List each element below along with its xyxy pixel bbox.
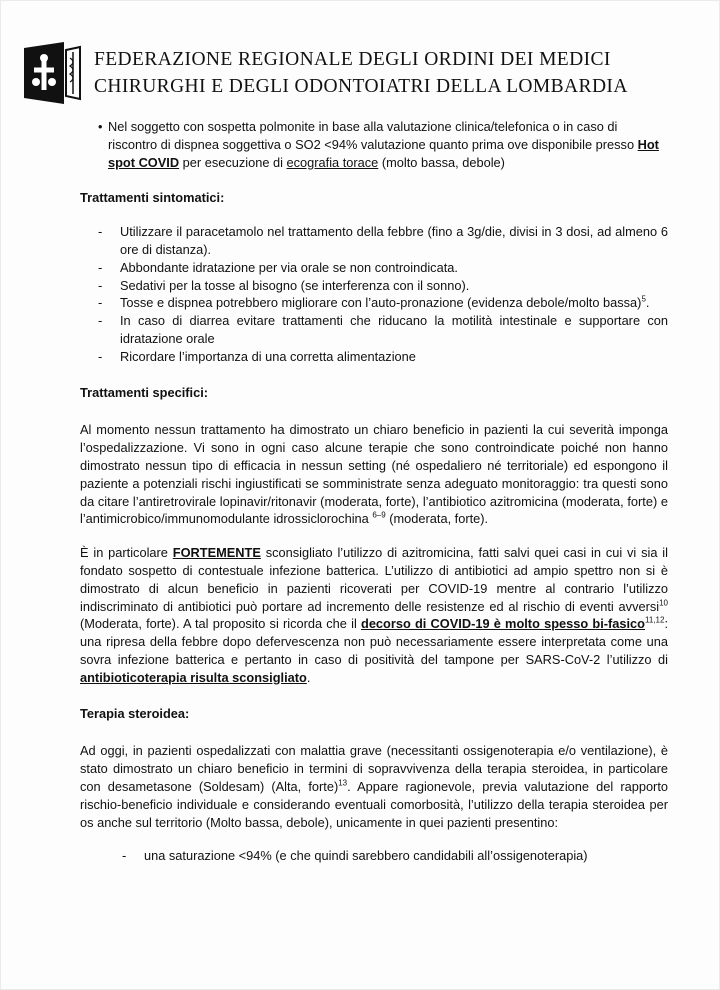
specifici-paragraph-1: Al momento nessun trattamento ha dimostrato un chiaro beneficio in pazienti la cui severità imponga l’ospedalizzazione. Vi sono in ogni caso alcune terapie che sono controindicate poiché non hanno dimostrato nessun tipo di efficacia in nessun setting (né ospedaliero né territoriale) ed espongono il paziente a potenziali rischi ingiustificati se somministrate senza adeguato monitoraggio: tra questi sono da citare l’antiretrovirale lopinavir/ritonavir (moderata, forte), l’antibiotico azitromicina (moderata, forte) e l’antimicrobico/immunomodulante idrossiclorochina $^{6-9}$ (moderata, forte).: [80, 422, 668, 527]
org-line-1: FEDERAZIONE REGIONALE DEGLI ORDINI DEI MEDICI: [94, 49, 611, 70]
list-item: - Abbondante idratazione per via orale se non controindicata.: [98, 259, 458, 275]
intro-text: per esecuzione di: [179, 154, 287, 170]
document-body: [80, 118, 668, 865]
steroidea-list-item: - una saturazione <94% (e che quindi sarebbero candidabili all’ossigenoterapia): [122, 848, 588, 864]
eco-emphasis: ecografia torace: [286, 154, 379, 170]
list-item: - Tosse e dispnea potrebbero migliorare con l’auto-pronazione (evidenza debole/molto bassa)$^5$.: [98, 295, 650, 311]
bullet-dot-icon: •: [98, 119, 103, 134]
steroidea-paragraph: Ad oggi, in pazienti ospedalizzati con malattia grave (necessitanti ossigenoterapia e/o ventilazione), è stato dimostrato un chiaro beneficio in termini di sopravvivenza della terapia steroidea, in particolare con desametasone (Soldesam) (Alta, forte)$^{13}$. Appare ragionevole, previa valutazione del rapporto rischio-beneficio individuale e considerando eventuali comorbosità, l’utilizzo della terapia steroidea per os anche sul territorio (Molto bassa, debole), unicamente in quei pazienti presentino:: [80, 743, 668, 830]
letterhead: [24, 42, 704, 106]
list-item: - Utilizzare il paracetamolo nel trattamento della febbre (fino a 3g/die, divisi in 3 dosi, ad almeno 6 ore di distanza).: [98, 224, 668, 257]
intro-text: Nel soggetto con sospetta polmonite in base alla valutazione clinica/telefonica o in caso di riscontro di dispnea soggettiva o SO2 <94% valutazione quanto prima ove disponibile presso: [108, 119, 638, 152]
organization-name: [94, 46, 628, 100]
section-title-sintomatici: Trattamenti sintomatici:: [80, 190, 225, 206]
section-title-steroidea: Terapia steroidea:: [80, 705, 190, 721]
intro-bullet: [80, 118, 668, 171]
intro-text: (molto bassa, debole): [378, 154, 505, 170]
specifici-paragraph-2: È in particolare FORTEMENTE sconsigliato l’utilizzo di azitromicina, fatti salvi quei casi in cui vi sia il fondato sospetto di contestuale infezione batterica. L’utilizzo di antibiotici ad ampio spettro non si è dimostrato di alcun beneficio in pazienti ricoverati per COVID-19 mentre al contrario l’utilizzo indiscriminato di antibiotici può portare ad incremento delle resistenze ed al rischio di eventi avversi$^{10}$ (Moderata, forte). A tal proposito si ricorda che il decorso di COVID-19 è molto spesso bi-fasico$^{11,12}$: una ripresa della febbre dopo defervescenza non può necessariamente essere interpretata come una sovra infezione batterica e pertanto in caso di positività del tampone per SARS-CoV-2 l’utilizzo di antibioticoterapia risulta sconsigliato.: [80, 545, 668, 685]
section-title-specifici: Trattamenti specifici:: [80, 384, 209, 400]
list-item: - Ricordare l’importanza di una corretta alimentazione: [98, 348, 416, 364]
sintomatici-list: [80, 223, 668, 365]
medical-order-logo: [24, 42, 82, 104]
org-line-2: CHIRURGHI E DEGLI ODONTOIATRI DELLA LOMBARDIA: [94, 76, 628, 97]
hotspot-emphasis: Hot spot COVID: [108, 136, 659, 170]
list-item: - Sedativi per la tosse al bisogno (se interferenza con il sonno).: [98, 277, 470, 293]
list-item: - In caso di diarrea evitare trattamenti che riducano la motilità intestinale e supportare con idratazione orale: [98, 313, 668, 346]
